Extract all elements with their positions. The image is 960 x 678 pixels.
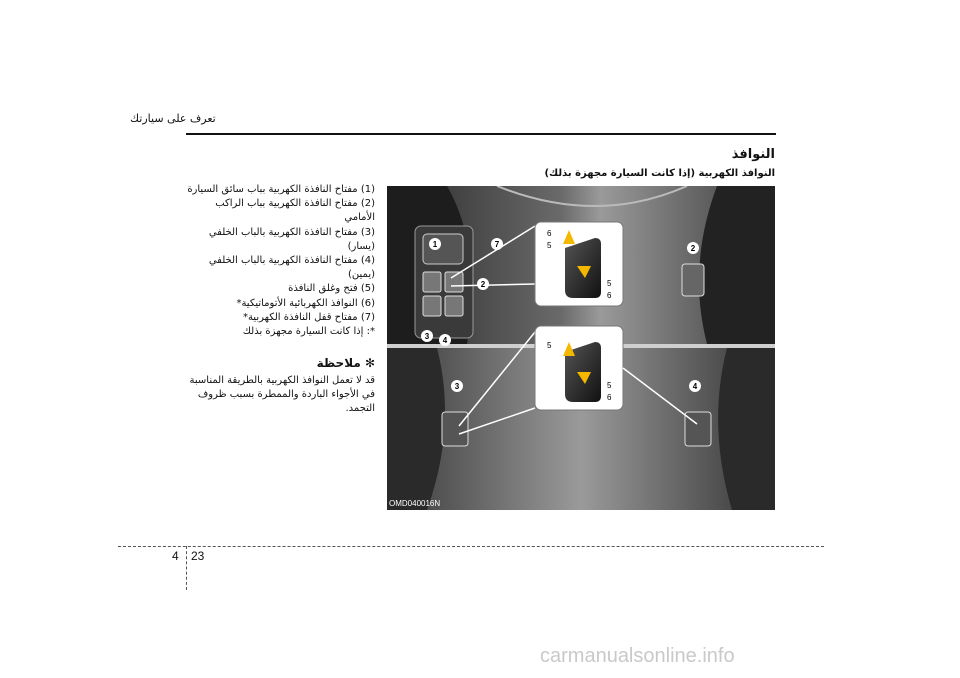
- callout-7: 7: [494, 240, 500, 249]
- legend-item: [185, 226, 375, 254]
- arrow-label: 5: [547, 341, 552, 350]
- door-switch-figure: [387, 186, 775, 510]
- legend-num: (5): [360, 283, 375, 295]
- arrow-label: 5: [607, 381, 612, 390]
- watermark: carmanualsonline.info: [540, 645, 735, 667]
- footer-divider: [186, 546, 187, 590]
- legend-text: مفتاح النافذة الكهربية بباب سائق السيارة: [187, 184, 358, 195]
- legend-num: (6): [360, 297, 375, 309]
- arrow-label: 6: [607, 393, 612, 402]
- caution-title: ✻ ملاحظة: [316, 356, 375, 370]
- callout-4b: 4: [692, 382, 698, 391]
- section-subtitle: النوافذ الكهربية (إذا كانت السيارة مجهزة بذلك): [544, 168, 775, 179]
- footnote: *: إذا كانت السيارة مجهزة بذلك: [242, 326, 375, 338]
- callout-2b: 2: [690, 244, 696, 253]
- callout-2a: 2: [480, 280, 486, 289]
- callout-3b: 3: [454, 382, 460, 391]
- figure-code: OMD040016N: [389, 499, 441, 508]
- figure-illustration: [387, 186, 775, 510]
- arrow-label: 5: [547, 241, 552, 250]
- arrow-label: 6: [607, 291, 612, 300]
- legend-list: [185, 183, 375, 339]
- legend-item: [185, 282, 375, 296]
- legend-item: [185, 311, 375, 325]
- arrow-label: 5: [607, 279, 612, 288]
- legend-num: (7): [360, 311, 375, 323]
- callout-4a: 4: [442, 336, 448, 345]
- header-rule: [186, 133, 776, 135]
- legend-text: النوافذ الكهربائية الأتوماتيكية*: [236, 297, 358, 309]
- legend-num: (3): [360, 226, 375, 238]
- legend-text: مفتاح النافذة الكهربية بالباب الخلفي (يسار): [208, 226, 375, 252]
- legend-num: (2): [360, 198, 375, 210]
- legend-item: [185, 183, 375, 197]
- legend-item: [185, 254, 375, 282]
- callout-1: 1: [432, 240, 438, 249]
- header-section-text: تعرف على سيارتك: [130, 112, 216, 125]
- caution-body: قد لا تعمل النوافذ الكهربية بالطريقة المناسبة في الأجواء الباردة والممطرة بسبب ظروف التجمد.: [189, 375, 375, 414]
- chapter-number: 4: [172, 549, 179, 563]
- page-title: النوافذ: [731, 147, 775, 162]
- callout-3a: 3: [424, 332, 430, 341]
- legend-text: مفتاح قفل النافذة الكهربية*: [242, 311, 358, 323]
- legend-num: (1): [360, 184, 375, 195]
- arrow-label: 6: [547, 229, 552, 238]
- legend-num: (4): [360, 255, 375, 267]
- legend-text: فتح وغلق النافذة: [288, 283, 358, 295]
- legend-item: [185, 197, 375, 225]
- asterisk-icon: ✻: [364, 356, 375, 370]
- footer-rule: [118, 546, 824, 547]
- caution-block: [185, 356, 375, 416]
- legend-item: [185, 297, 375, 311]
- legend-text: مفتاح النافذة الكهربية بالباب الخلفي (يمين): [208, 255, 375, 281]
- page-number: 23: [191, 549, 205, 563]
- legend-text: مفتاح النافذة الكهربية بباب الراكب الأمامي: [215, 198, 375, 224]
